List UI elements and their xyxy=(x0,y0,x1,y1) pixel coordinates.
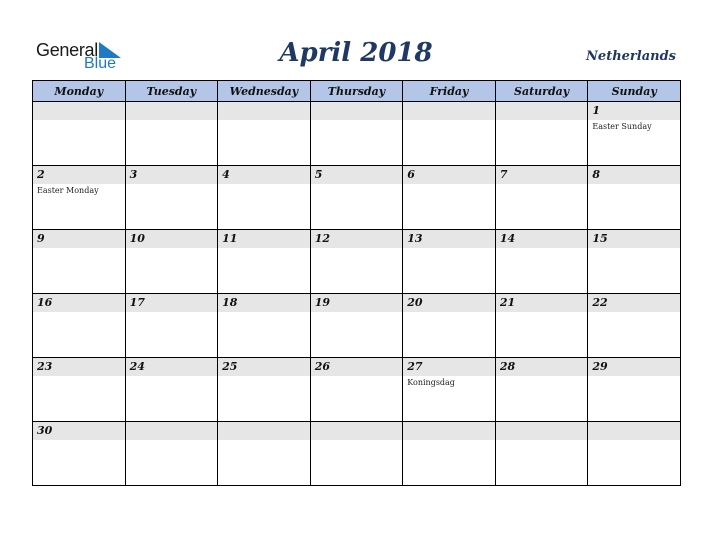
day-number: 12 xyxy=(314,232,330,245)
day-cell xyxy=(310,422,403,486)
day-cell-header xyxy=(126,294,218,312)
day-cell xyxy=(33,166,126,230)
day-cell xyxy=(588,422,681,486)
day-number: 14 xyxy=(499,232,516,245)
day-cell xyxy=(218,422,311,486)
day-cell xyxy=(588,102,681,166)
day-cell-header xyxy=(218,294,310,312)
day-number: 10 xyxy=(129,232,145,245)
day-cell xyxy=(33,422,126,486)
day-number: 27 xyxy=(407,360,423,373)
day-cell-header xyxy=(218,422,310,440)
day-number: 11 xyxy=(222,232,238,245)
weekday-header: Wednesday xyxy=(218,81,311,102)
weekday-header-row xyxy=(33,81,681,102)
day-number: 28 xyxy=(499,360,516,373)
logo-blue-text: Blue xyxy=(84,55,117,72)
day-cell xyxy=(403,358,496,422)
day-number: 26 xyxy=(314,360,330,373)
weekday-header: Sunday xyxy=(588,81,681,102)
day-cell xyxy=(310,294,403,358)
day-cell-header xyxy=(496,294,588,312)
weekday-header: Thursday xyxy=(310,81,403,102)
day-cell xyxy=(495,230,588,294)
day-number: 25 xyxy=(222,360,238,373)
day-cell-header xyxy=(403,102,495,120)
day-cell xyxy=(125,422,218,486)
day-number: 2 xyxy=(37,168,45,181)
day-number: 8 xyxy=(592,168,601,181)
weekday-header: Friday xyxy=(403,81,496,102)
day-cell-header xyxy=(496,358,588,376)
holiday-label: Koningsdag xyxy=(407,378,455,387)
day-cell xyxy=(588,294,681,358)
day-cell xyxy=(495,166,588,230)
day-number: 22 xyxy=(592,296,608,309)
day-cell-header xyxy=(33,422,125,440)
day-cell-header xyxy=(33,102,125,120)
day-cell-header xyxy=(311,358,403,376)
day-cell xyxy=(125,230,218,294)
day-cell xyxy=(310,102,403,166)
day-cell xyxy=(310,166,403,230)
day-cell-header xyxy=(403,422,495,440)
day-cell-header xyxy=(33,294,125,312)
month-title: April 2018 xyxy=(279,38,433,68)
day-cell-header xyxy=(311,422,403,440)
day-cell xyxy=(125,294,218,358)
day-cell-header xyxy=(403,166,495,184)
day-cell xyxy=(218,102,311,166)
day-number: 7 xyxy=(499,168,508,181)
day-cell xyxy=(125,358,218,422)
day-cell xyxy=(588,230,681,294)
day-number: 1 xyxy=(592,104,601,117)
day-cell-header xyxy=(33,230,125,248)
day-cell-header xyxy=(588,102,680,120)
day-cell xyxy=(125,102,218,166)
day-number: 15 xyxy=(592,232,608,245)
day-cell xyxy=(403,166,496,230)
day-number: 5 xyxy=(314,168,323,181)
day-number: 30 xyxy=(37,424,53,437)
day-cell-header xyxy=(588,230,680,248)
day-cell-header xyxy=(126,230,218,248)
week-row xyxy=(33,166,681,230)
day-cell xyxy=(218,294,311,358)
week-row xyxy=(33,294,681,358)
day-cell xyxy=(310,230,403,294)
day-cell-header xyxy=(588,358,680,376)
day-cell-header xyxy=(218,230,310,248)
day-cell xyxy=(495,358,588,422)
day-number: 4 xyxy=(222,168,230,181)
day-cell xyxy=(403,294,496,358)
day-cell xyxy=(33,294,126,358)
day-number: 19 xyxy=(314,296,330,309)
day-number: 18 xyxy=(222,296,238,309)
weekday-header: Monday xyxy=(33,81,126,102)
day-cell-header xyxy=(496,166,588,184)
day-cell-header xyxy=(403,230,495,248)
day-cell xyxy=(403,102,496,166)
week-row xyxy=(33,230,681,294)
day-cell-header xyxy=(496,102,588,120)
day-number: 3 xyxy=(129,168,138,181)
day-cell-header xyxy=(496,422,588,440)
day-number: 21 xyxy=(499,296,516,309)
weekday-header: Saturday xyxy=(495,81,588,102)
day-cell-header xyxy=(126,102,218,120)
day-number: 13 xyxy=(407,232,423,245)
day-cell xyxy=(218,230,311,294)
day-cell-header xyxy=(311,102,403,120)
day-number: 24 xyxy=(129,360,145,373)
holiday-label: Easter Monday xyxy=(37,186,99,195)
day-cell xyxy=(33,230,126,294)
day-cell xyxy=(33,102,126,166)
day-cell xyxy=(33,358,126,422)
day-cell xyxy=(125,166,218,230)
day-number: 17 xyxy=(129,296,145,309)
day-cell-header xyxy=(588,422,680,440)
week-row xyxy=(33,102,681,166)
day-cell xyxy=(495,422,588,486)
holiday-label: Easter Sunday xyxy=(592,122,652,131)
day-cell-header xyxy=(33,358,125,376)
day-cell xyxy=(403,230,496,294)
day-cell xyxy=(588,166,681,230)
day-cell xyxy=(218,358,311,422)
day-cell-header xyxy=(311,230,403,248)
day-cell xyxy=(495,294,588,358)
day-number: 23 xyxy=(37,360,53,373)
day-cell xyxy=(310,358,403,422)
day-number: 16 xyxy=(37,296,53,309)
day-cell-header xyxy=(496,230,588,248)
day-cell-header xyxy=(126,358,218,376)
day-cell xyxy=(495,102,588,166)
day-cell-header xyxy=(588,166,680,184)
day-number: 29 xyxy=(592,360,608,373)
day-cell-header xyxy=(403,294,495,312)
day-cell-header xyxy=(126,166,218,184)
calendar-grid xyxy=(32,80,681,486)
day-number: 9 xyxy=(37,232,45,245)
day-cell-header xyxy=(588,294,680,312)
day-cell-header xyxy=(33,166,125,184)
day-number: 6 xyxy=(407,168,415,181)
week-row xyxy=(33,422,681,486)
day-cell-header xyxy=(218,102,310,120)
day-cell-header xyxy=(403,358,495,376)
day-cell-header xyxy=(311,166,403,184)
day-cell xyxy=(218,166,311,230)
weekday-header: Tuesday xyxy=(125,81,218,102)
day-number: 20 xyxy=(407,296,423,309)
day-cell-header xyxy=(126,422,218,440)
week-row xyxy=(33,358,681,422)
day-cell xyxy=(588,358,681,422)
country-label: Netherlands xyxy=(586,49,676,64)
day-cell-header xyxy=(218,166,310,184)
day-cell-header xyxy=(218,358,310,376)
logo-general-text: General xyxy=(36,40,98,60)
day-cell-header xyxy=(311,294,403,312)
day-cell xyxy=(403,422,496,486)
